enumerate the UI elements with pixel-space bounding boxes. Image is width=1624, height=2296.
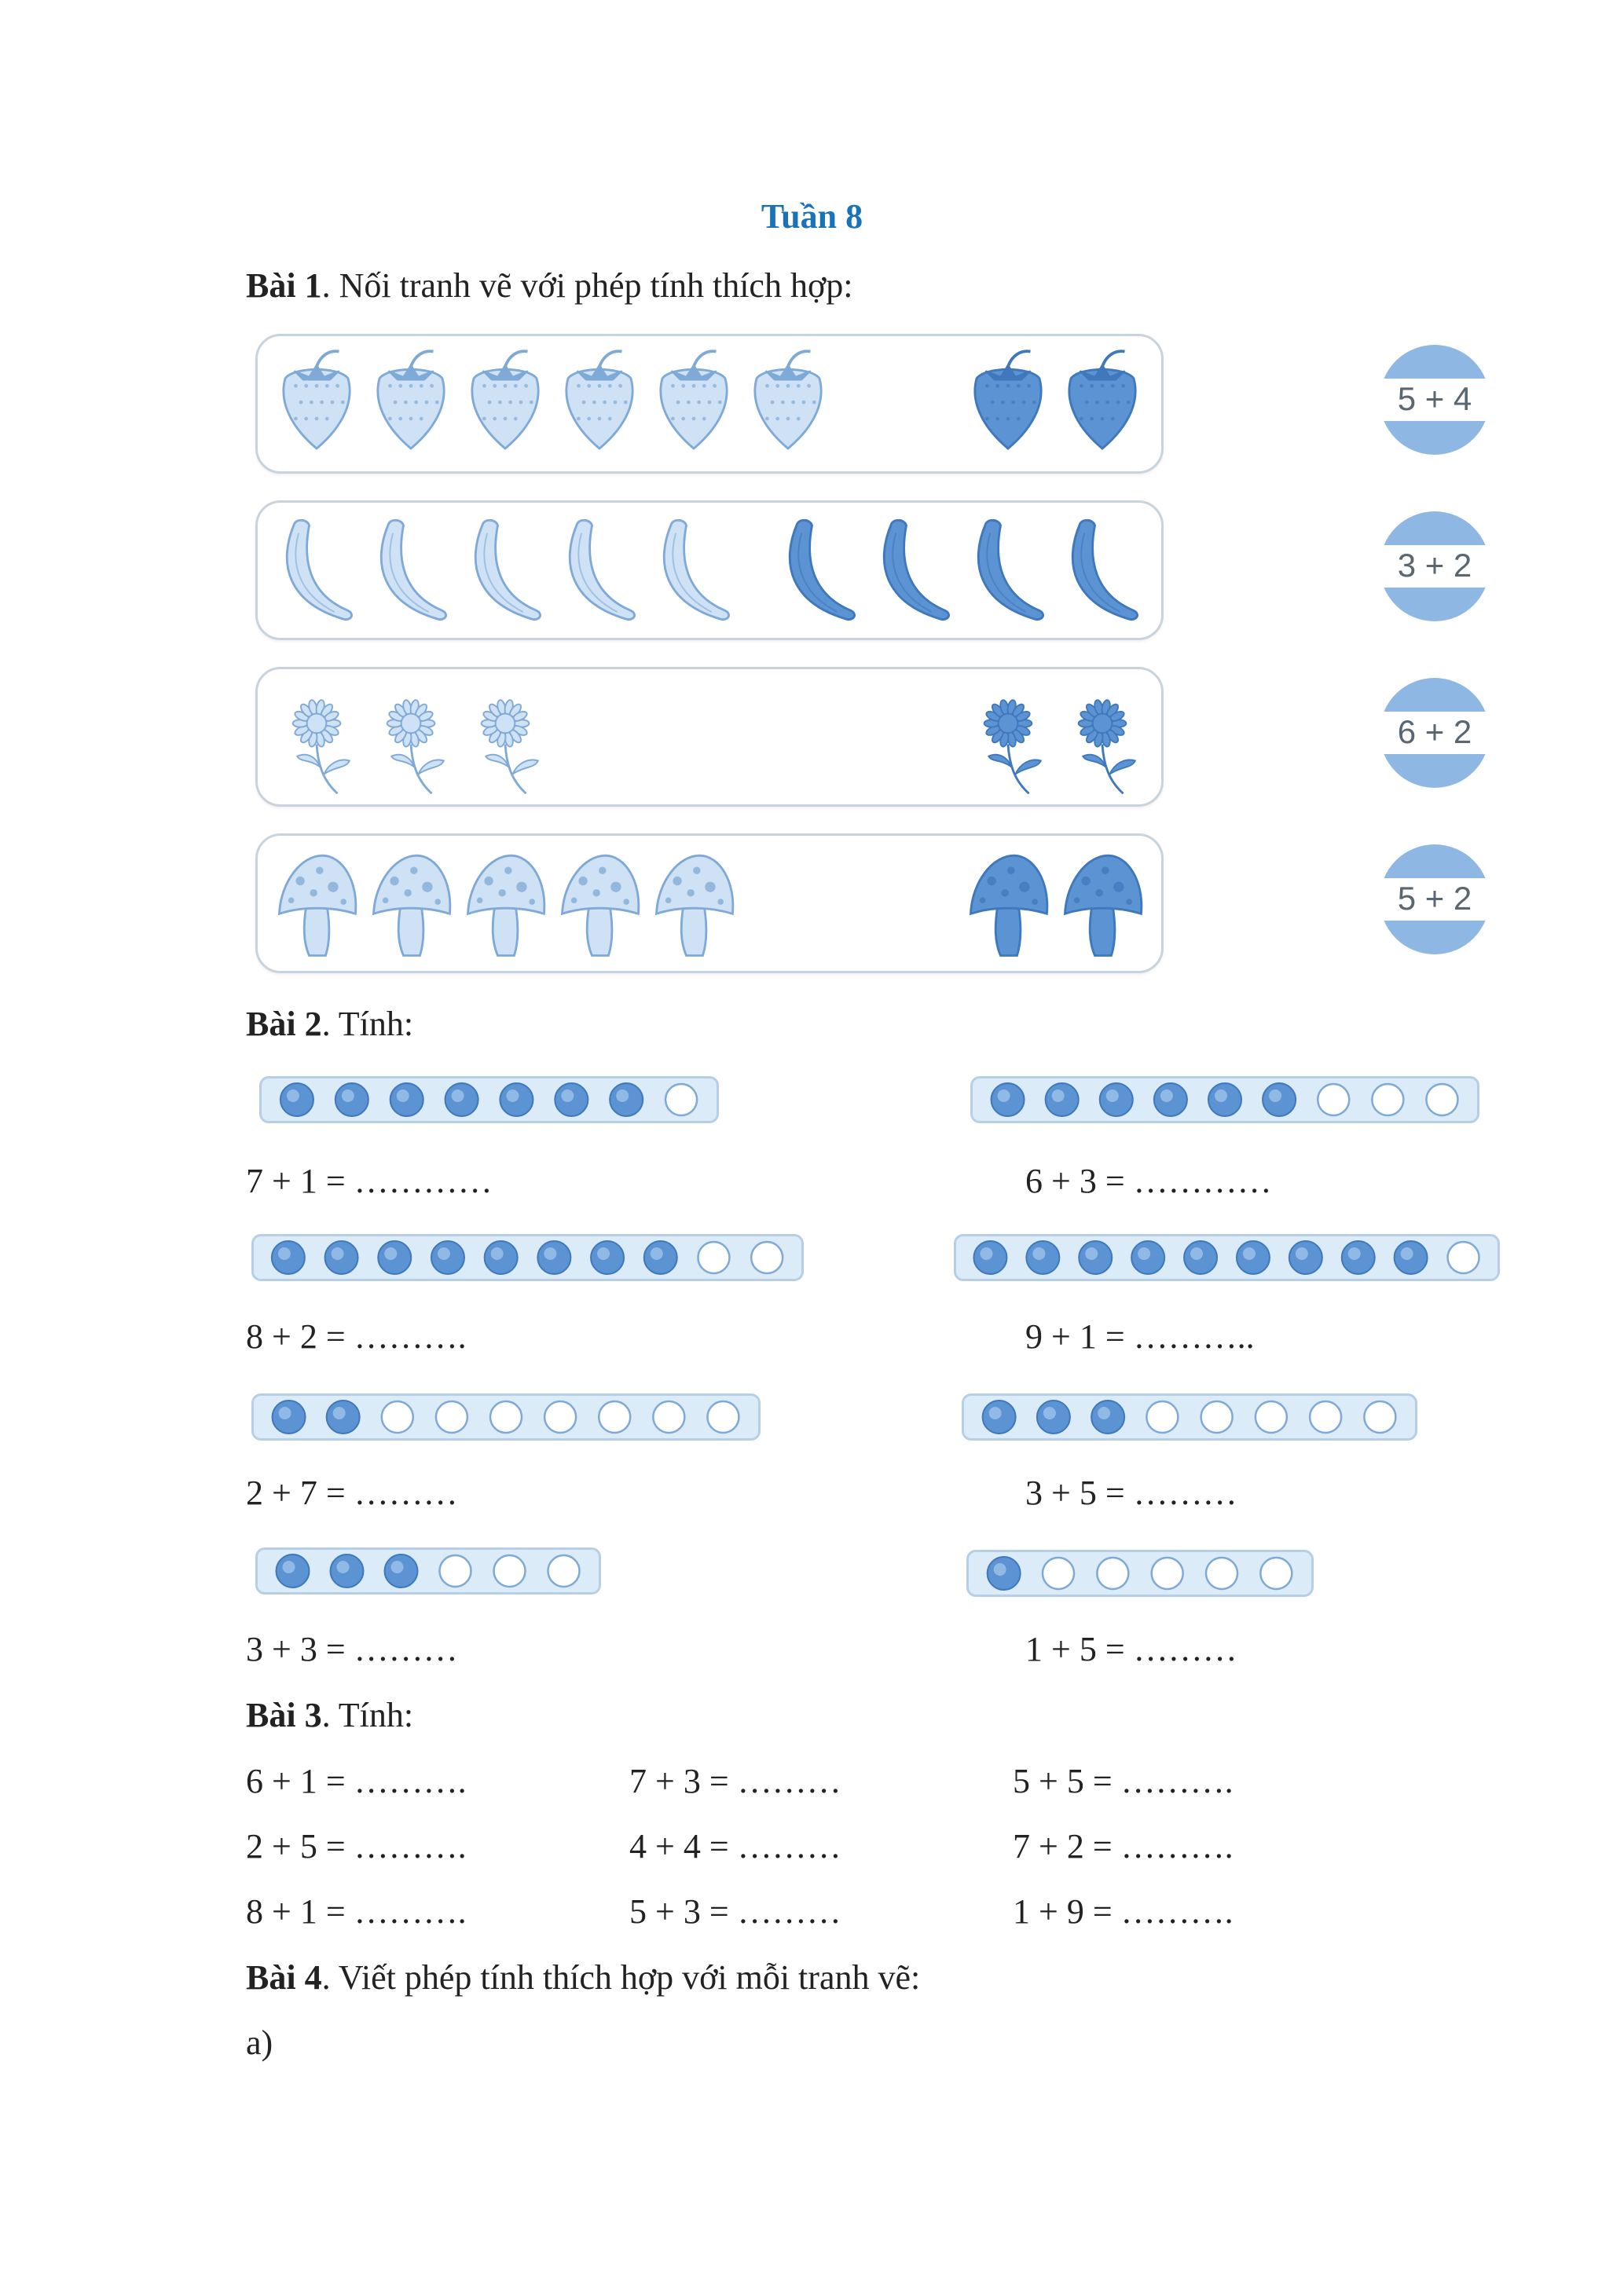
counting-frame xyxy=(962,1393,1417,1441)
empty-counter xyxy=(1364,1401,1395,1433)
empty-counter xyxy=(1043,1558,1074,1589)
strawberry-icon xyxy=(284,351,350,449)
empty-counter xyxy=(1426,1084,1457,1115)
banana-icon xyxy=(475,520,540,619)
equation-line[interactable]: 7 + 3 = ……… xyxy=(629,1762,841,1800)
banana-icon xyxy=(381,520,445,619)
empty-counter xyxy=(653,1401,684,1433)
banana-icon xyxy=(1072,520,1137,619)
equation-badge-2-label: 3 + 2 xyxy=(1397,547,1472,584)
empty-counter xyxy=(494,1555,526,1587)
counting-frame xyxy=(954,1234,1500,1281)
flower-icon xyxy=(482,699,538,793)
empty-counter xyxy=(1152,1558,1183,1589)
empty-counter xyxy=(1260,1558,1292,1589)
mushroom-icon xyxy=(468,855,544,955)
empty-counter xyxy=(436,1401,467,1433)
empty-counter xyxy=(544,1401,576,1433)
part-a-label: a) xyxy=(246,2023,273,2062)
mushroom-icon xyxy=(280,855,356,955)
equation-line[interactable]: 2 + 7 = ……… xyxy=(246,1474,458,1512)
exercise-2-heading xyxy=(246,1004,413,1044)
strawberry-icon xyxy=(1069,351,1135,449)
equation-line[interactable]: 7 + 1 = ………… xyxy=(246,1162,493,1200)
exercise-1-heading xyxy=(246,265,852,306)
strawberry-icon xyxy=(661,351,727,449)
mushroom-icon xyxy=(563,855,639,955)
equation-line[interactable]: 3 + 3 = ……… xyxy=(246,1630,458,1668)
empty-counter xyxy=(1310,1401,1341,1433)
mushroom-icon xyxy=(657,855,733,955)
banana-icon xyxy=(664,520,728,619)
flower-icon xyxy=(387,699,444,793)
exercise-4-label: Bài 4 xyxy=(246,1958,322,1997)
equation-line[interactable]: 2 + 5 = ………. xyxy=(246,1827,467,1866)
picture-row-strawberries[interactable] xyxy=(255,334,1164,474)
strawberry-icon xyxy=(378,351,444,449)
equation-line[interactable]: 1 + 5 = ……… xyxy=(1025,1630,1237,1668)
page-title: Tuần 8 xyxy=(761,197,863,236)
flower-icon xyxy=(293,699,350,793)
equation-line[interactable]: 5 + 5 = ………. xyxy=(1013,1762,1234,1800)
exercise-2-label: Bài 2 xyxy=(246,1005,322,1043)
empty-counter xyxy=(665,1084,697,1115)
equation-line[interactable]: 6 + 3 = ………… xyxy=(1025,1162,1272,1200)
equation-badge-3-label: 6 + 2 xyxy=(1397,713,1472,750)
equation-line[interactable]: 8 + 2 = ………. xyxy=(246,1317,467,1356)
banana-icon xyxy=(978,520,1043,619)
flower-icon xyxy=(984,699,1041,793)
flower-icon xyxy=(1079,699,1135,793)
empty-counter xyxy=(382,1401,413,1433)
equation-line[interactable]: 6 + 1 = ………. xyxy=(246,1762,467,1800)
exercise-3-instruction: . Tính: xyxy=(321,1696,414,1734)
exercise-4-instruction: . Viết phép tính thích hợp với mỗi tranh vẽ: xyxy=(321,1958,921,1997)
banana-icon xyxy=(570,520,634,619)
empty-counter xyxy=(1206,1558,1237,1589)
picture-row-mushrooms[interactable] xyxy=(255,833,1164,973)
picture-row-flowers[interactable] xyxy=(255,667,1164,807)
equation-line[interactable]: 7 + 2 = ………. xyxy=(1013,1827,1234,1866)
mushroom-icon xyxy=(1065,855,1142,955)
empty-counter xyxy=(490,1401,522,1433)
equation-line[interactable]: 8 + 1 = ………. xyxy=(246,1892,467,1931)
strawberry-icon xyxy=(975,351,1041,449)
exercise-1-label: Bài 1 xyxy=(246,266,322,305)
counting-frame xyxy=(970,1076,1479,1123)
empty-counter xyxy=(599,1401,630,1433)
strawberry-icon xyxy=(566,351,632,449)
empty-counter xyxy=(751,1242,783,1273)
exercise-1-instruction: . Nối tranh vẽ với phép tính thích hợp: xyxy=(321,266,853,305)
empty-counter xyxy=(440,1555,471,1587)
empty-counter xyxy=(1146,1401,1178,1433)
equation-line[interactable]: 3 + 5 = ……… xyxy=(1025,1474,1237,1512)
exercise-3-label: Bài 3 xyxy=(246,1696,322,1734)
strawberry-icon xyxy=(755,351,821,449)
counting-frame xyxy=(259,1076,719,1123)
equation-badge-1-label: 5 + 4 xyxy=(1397,380,1472,417)
empty-counter xyxy=(1372,1084,1403,1115)
empty-counter xyxy=(1201,1401,1233,1433)
banana-icon xyxy=(287,520,351,619)
empty-counter xyxy=(548,1555,580,1587)
mushroom-icon xyxy=(971,855,1047,955)
equation-line[interactable]: 5 + 3 = ……… xyxy=(629,1892,841,1931)
mushroom-icon xyxy=(374,855,450,955)
counting-frame xyxy=(251,1234,804,1281)
counting-frame xyxy=(255,1547,601,1595)
empty-counter xyxy=(707,1401,739,1433)
counting-frame xyxy=(966,1550,1314,1597)
exercise-3-heading xyxy=(246,1695,413,1735)
empty-counter xyxy=(1256,1401,1287,1433)
empty-counter xyxy=(1097,1558,1128,1589)
equation-line[interactable]: 4 + 4 = ……… xyxy=(629,1827,841,1866)
banana-icon xyxy=(884,520,948,619)
equation-badge-4-label: 5 + 2 xyxy=(1397,880,1472,917)
empty-counter xyxy=(1448,1242,1479,1273)
equation-line[interactable]: 9 + 1 = ……….. xyxy=(1025,1317,1255,1356)
exercise-2-instruction: . Tính: xyxy=(321,1005,414,1043)
banana-icon xyxy=(790,520,854,619)
empty-counter xyxy=(1318,1084,1349,1115)
empty-counter xyxy=(698,1242,729,1273)
strawberry-icon xyxy=(472,351,538,449)
picture-row-bananas[interactable] xyxy=(255,500,1164,640)
counting-frame xyxy=(251,1393,761,1441)
equation-line[interactable]: 1 + 9 = ………. xyxy=(1013,1892,1234,1931)
exercise-4-heading xyxy=(246,1957,920,1998)
